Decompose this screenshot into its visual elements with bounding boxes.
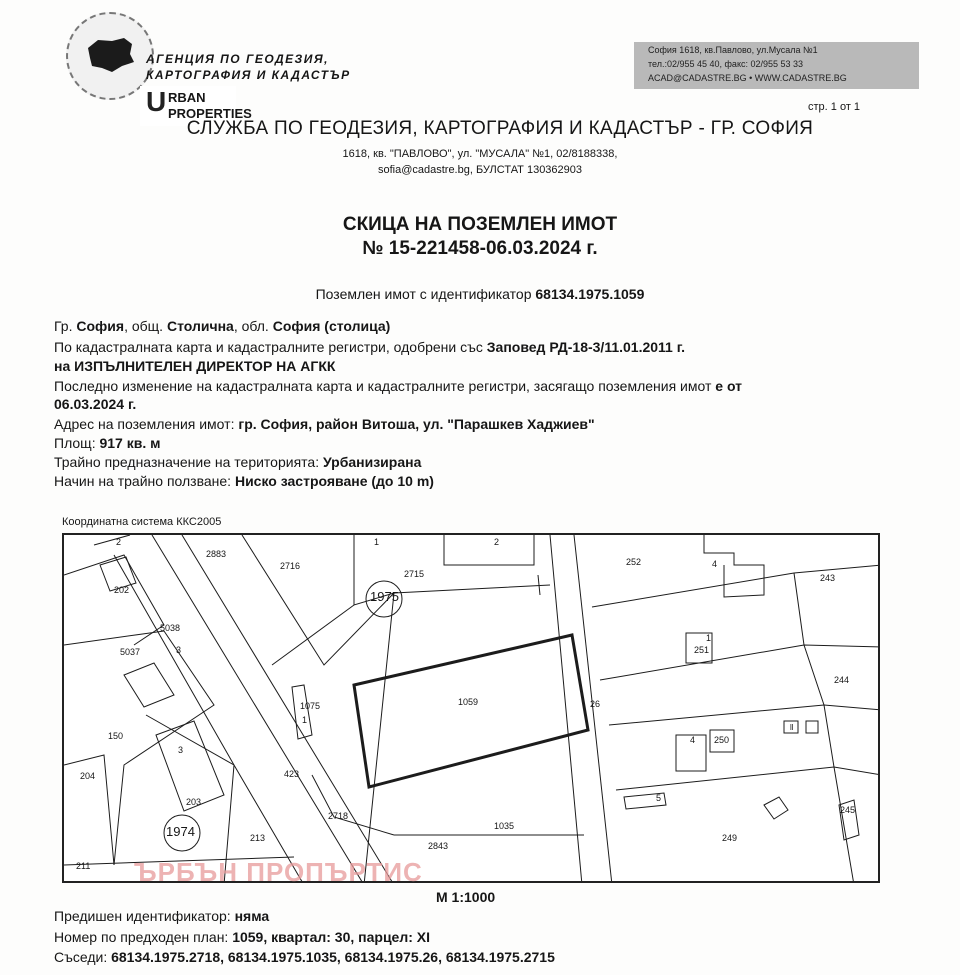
purpose-line [54,454,421,470]
area-value: 917 кв. м [99,435,161,451]
identifier-value: 68134.1975.1059 [535,286,645,302]
parcel-label: 243 [820,573,836,583]
watermark: ЪРБЪН ПРОПЪРТИС [134,857,423,887]
map-scale: М 1:1000 [436,889,496,905]
document-title: СКИЦА НА ПОЗЕМЛЕН ИМОТ [342,214,618,235]
parcel-label: 423 [284,769,300,779]
parcel-label: 250 [714,735,730,745]
logo-letter: U [146,86,167,117]
parcel-label: 1035 [494,821,515,831]
municipality-value: Столична [166,318,234,334]
parcel-label: 203 [186,797,202,807]
approver-line [54,358,335,374]
document-number: № 15-221458-06.03.2024 г. [362,238,598,259]
parcel-label: 2843 [428,841,449,851]
parcel-label: 213 [250,833,266,843]
prev-plan-value: 1059, квартал: 30, парцел: XI [232,929,431,945]
quarter-label: 1975 [370,589,399,604]
area-line [54,435,160,451]
usage-label: Начин на трайно ползване: [54,473,232,489]
address-value: гр. София, район Витоша, ул. "Парашкев Хаджиев" [238,416,595,432]
agency-name-line1: АГЕНЦИЯ ПО ГЕОДЕЗИЯ, [146,52,329,66]
approval-order: Заповед РД-18-3/11.01.2011 г. [486,339,686,355]
agency-address-line: София 1618, кв.Павлово, ул.Мусала №1 [648,45,818,55]
region-value: София (столица) [272,318,391,334]
address-line [54,416,595,432]
logo-line1: RBAN [168,90,206,105]
parcel-label: 204 [80,771,96,781]
last-change-date: 06.03.2024 г. [54,396,137,412]
building-label: 3 [176,645,182,655]
agency-name-line2: КАРТОГРАФИЯ И КАДАСТЪР [146,68,351,82]
last-change-text: Последно изменение на кадастралната карта и кадастралните регистри, засягащо поземления имот [54,378,712,394]
parcel-label: 150 [108,731,124,741]
logo-line2: PROPERTIES [168,106,252,121]
service-address: 1618, кв. "ПАВЛОВО", ул. "МУСАЛА" №1, 02/8188338, [342,148,618,160]
parcel-label: 1075 [300,701,321,711]
building-label: 4 [712,559,718,569]
building-label: 5 [656,793,662,803]
parcel-label: 1059 [458,697,479,707]
neighbors-label: Съседи: [54,949,108,965]
parcel-label: 5038 [160,623,181,633]
parcel-label: 251 [694,645,710,655]
parcel-label: 2718 [328,811,349,821]
area-label: Площ: [54,435,96,451]
service-contact: sofia@cadastre.bg, БУЛСТАТ 130362903 [377,164,583,176]
quarter-label: 1974 [166,824,195,839]
prev-plan-line [54,929,430,945]
building-label: 2 [494,537,500,547]
parcel-label: 4 [690,735,696,745]
parcel-label: 2715 [404,569,425,579]
parcel-label: 5037 [120,647,141,657]
agency-web-line: ACAD@CADASTRE.BG • WWW.CADASTRE.BG [648,73,847,83]
identifier-label: Поземлен имот с идентификатор [315,286,532,302]
approval-text: По кадастралната карта и кадастралните регистри, одобрени със [54,339,483,355]
service-title: СЛУЖБА ПО ГЕОДЕЗИЯ, КАРТОГРАФИЯ И КАДАСТЪР - ГР. СОФИЯ [186,118,814,139]
city-prefix: Гр. [54,318,73,334]
parcel-label: 245 [840,805,856,815]
location-line [54,318,390,334]
parcel-label: 244 [834,675,850,685]
neighbors-line [54,949,555,965]
building-label: 1 [374,537,380,547]
approval-line [54,339,685,355]
parcel-label: 249 [722,833,738,843]
coordinate-system: Координатна система ККС2005 [62,516,222,528]
building-label: 3 [178,745,184,755]
building-label: ll [790,723,794,732]
municipality-prefix: , общ. [124,318,164,334]
purpose-label: Трайно предназначение на територията: [54,454,320,470]
parcel-label: 2883 [206,549,227,559]
cadastral-map [62,533,880,883]
usage-line [54,473,434,489]
parcel-label: 202 [114,585,130,595]
neighbors-value: 68134.1975.2718, 68134.1975.1035, 68134.1975.26, 68134.1975.2715 [111,949,555,965]
building-label: 2 [116,537,122,547]
building-label: 1 [302,715,308,725]
last-change-from: е от [715,378,743,394]
usage-value: Ниско застрояване (до 10 m) [234,473,434,489]
prev-identifier-value: няма [234,908,270,924]
region-prefix: , обл. [233,318,269,334]
prev-identifier-label: Предишен идентификатор: [54,908,231,924]
agency-phone-line: тел.:02/955 45 40, факс: 02/955 53 33 [648,59,804,69]
prev-plan-label: Номер по предходен план: [54,929,229,945]
purpose-value: Урбанизирана [322,454,422,470]
prev-identifier-line [54,908,269,924]
approver-value: на ИЗПЪЛНИТЕЛЕН ДИРЕКТОР НА АГКК [54,358,336,374]
parcel-label: 26 [590,699,601,709]
parcel-label: 211 [76,861,91,871]
last-change-date-line [54,396,136,412]
city-value: София [76,318,125,334]
address-label: Адрес на поземления имот: [54,416,235,432]
parcel-label: 2716 [280,561,301,571]
last-change-line [54,378,742,394]
parcel-label: 252 [626,557,642,567]
building-label: 1 [706,633,712,643]
identifier-line [0,286,960,302]
page-indicator: стр. 1 от 1 [808,101,861,113]
